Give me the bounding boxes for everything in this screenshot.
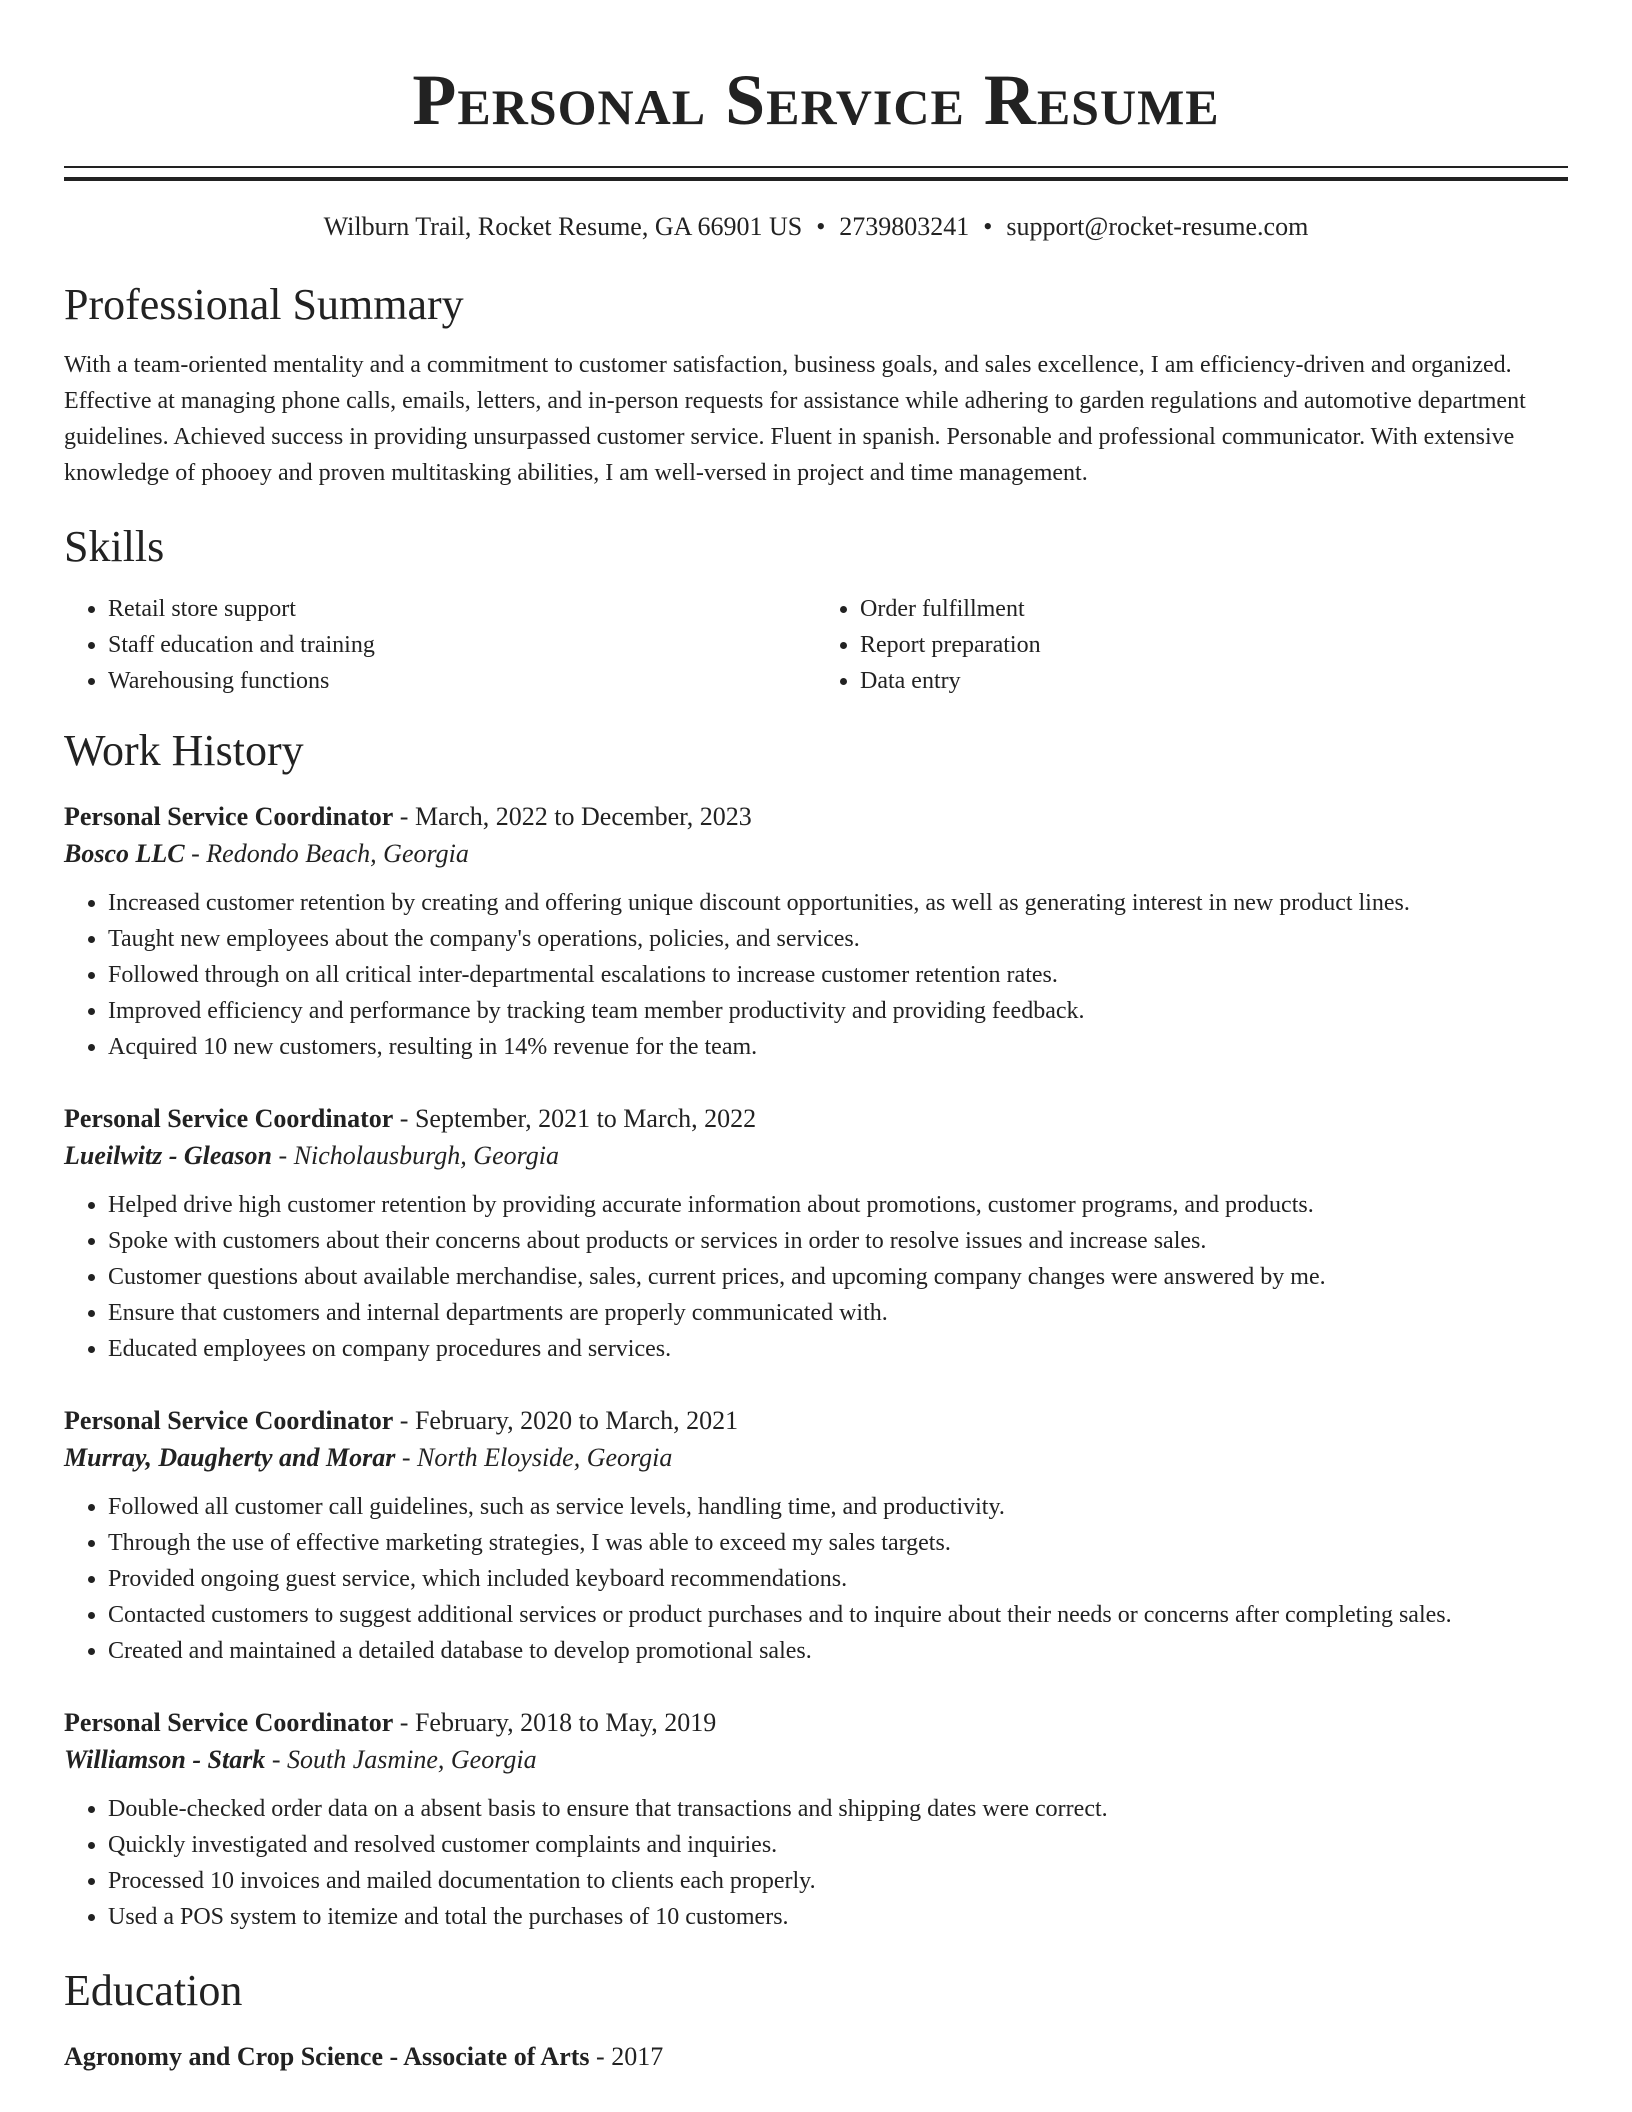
job-bullet: • Increased customer retention by creating and offering unique discount opportunities, as well as generating interest in new product lines. xyxy=(108,885,1568,921)
job-bullet: • Quickly investigated and resolved customer complaints and inquiries. xyxy=(108,1827,1568,1863)
skill-item: • Data entry xyxy=(860,663,1568,699)
job-bullets xyxy=(64,885,1568,1065)
contact-separator: • xyxy=(983,212,993,241)
job-dates: February, 2020 to March, 2021 xyxy=(414,1406,739,1435)
job-entry xyxy=(64,1101,1568,1367)
title-double-rule xyxy=(64,166,1568,181)
company-line: Murray, Daugherty and Morar - North Eloyside, Georgia xyxy=(64,1443,673,1472)
job-bullets xyxy=(64,1791,1568,1935)
skill-item: • Retail store support xyxy=(108,591,816,627)
company-line: Williamson - Stark - South Jasmine, Georgia xyxy=(64,1745,537,1774)
skills-list-left xyxy=(64,591,816,699)
contact-line xyxy=(64,211,1568,243)
job-bullet: • Double-checked order data on a absent basis to ensure that transactions and shipping dates were correct. xyxy=(108,1791,1568,1827)
job-bullet: • Used a POS system to itemize and total the purchases of 10 customers. xyxy=(108,1899,1568,1935)
summary-heading: Professional Summary xyxy=(64,280,464,329)
company-name: Murray, Daugherty and Morar xyxy=(64,1443,396,1472)
job-title-line: Personal Service Coordinator - February, 2018 to May, 2019 xyxy=(64,1708,717,1737)
job-bullet: • Followed through on all critical inter-departmental escalations to increase customer retention rates. xyxy=(108,957,1568,993)
company-line: Bosco LLC - Redondo Beach, Georgia xyxy=(64,839,469,868)
job-bullet: • Processed 10 invoices and mailed documentation to clients each properly. xyxy=(108,1863,1568,1899)
job-title-line: Personal Service Coordinator - February, 2020 to March, 2021 xyxy=(64,1406,739,1435)
company-location: North Eloyside, Georgia xyxy=(417,1443,673,1472)
job-dates: March, 2022 to December, 2023 xyxy=(414,802,752,831)
skill-item: • Report preparation xyxy=(860,627,1568,663)
work-history-heading: Work History xyxy=(64,726,304,775)
company-location: Nicholausburgh, Georgia xyxy=(293,1141,559,1170)
contact-phone: 2739803241 xyxy=(839,212,970,241)
company-name: Lueilwitz - Gleason xyxy=(64,1141,273,1170)
job-bullet: • Provided ongoing guest service, which included keyboard recommendations. xyxy=(108,1561,1568,1597)
company-location: Redondo Beach, Georgia xyxy=(206,839,469,868)
skills-heading: Skills xyxy=(64,522,165,571)
job-title-line: Personal Service Coordinator - September, 2021 to March, 2022 xyxy=(64,1104,757,1133)
job-entry xyxy=(64,1705,1568,1935)
job-title-line: Personal Service Coordinator - March, 2022 to December, 2023 xyxy=(64,802,752,831)
job-bullet: • Improved efficiency and performance by tracking team member productivity and providing feedback. xyxy=(108,993,1568,1029)
job-title: Personal Service Coordinator xyxy=(64,1406,394,1435)
job-dates: September, 2021 to March, 2022 xyxy=(414,1104,757,1133)
job-bullet: • Taught new employees about the company's operations, policies, and services. xyxy=(108,921,1568,957)
education-entry: Agronomy and Crop Science - Associate of Arts - 2017 xyxy=(64,2042,664,2071)
skill-item: • Order fulfillment xyxy=(860,591,1568,627)
job-bullet: • Customer questions about available merchandise, sales, current prices, and upcoming company changes were answered by me. xyxy=(108,1259,1568,1295)
job-bullet: • Educated employees on company procedures and services. xyxy=(108,1331,1568,1367)
company-line: Lueilwitz - Gleason - Nicholausburgh, Georgia xyxy=(64,1141,559,1170)
contact-email: support@rocket-resume.com xyxy=(1006,212,1309,241)
company-location: South Jasmine, Georgia xyxy=(286,1745,537,1774)
contact-address: Wilburn Trail, Rocket Resume, GA 66901 US xyxy=(323,212,803,241)
company-name: Bosco LLC xyxy=(64,839,185,868)
education-degree: Agronomy and Crop Science - Associate of Arts xyxy=(64,2042,590,2071)
job-bullet: • Followed all customer call guidelines, such as service levels, handling time, and productivity. xyxy=(108,1489,1568,1525)
resume-title: Personal Service Resume xyxy=(412,60,1220,140)
job-bullet: • Created and maintained a detailed database to develop promotional sales. xyxy=(108,1633,1568,1669)
skill-item: • Warehousing functions xyxy=(108,663,816,699)
skill-item: • Staff education and training xyxy=(108,627,816,663)
contact-separator: • xyxy=(816,212,826,241)
job-bullets xyxy=(64,1187,1568,1367)
job-entry xyxy=(64,799,1568,1065)
job-bullet: • Contacted customers to suggest additional services or product purchases and to inquire about their needs or concerns after completing sales. xyxy=(108,1597,1568,1633)
job-title: Personal Service Coordinator xyxy=(64,802,394,831)
education-heading: Education xyxy=(64,1966,243,2015)
skills-columns xyxy=(64,591,1568,699)
summary-text: With a team-oriented mentality and a commitment to customer satisfaction, business goals, and sales excellence, I am efficiency-driven and organized. Effective at managing phone calls, emails, letters, and in-person requests for assistance while adhering to garden regulations and automotive department guidelines. Achieved success in providing unsurpassed customer service. Fluent in spanish. Personable and professional communicator. With extensive knowledge of phooey and proven multitasking abilities, I am well-versed in project and time management. xyxy=(64,352,1526,486)
education-year: 2017 xyxy=(611,2042,664,2071)
company-name: Williamson - Stark xyxy=(64,1745,266,1774)
job-bullet: • Acquired 10 new customers, resulting in 14% revenue for the team. xyxy=(108,1029,1568,1065)
job-title: Personal Service Coordinator xyxy=(64,1708,394,1737)
job-dates: February, 2018 to May, 2019 xyxy=(414,1708,717,1737)
job-bullets xyxy=(64,1489,1568,1669)
job-bullet: • Through the use of effective marketing strategies, I was able to exceed my sales targets. xyxy=(108,1525,1568,1561)
job-title: Personal Service Coordinator xyxy=(64,1104,394,1133)
job-bullet: • Ensure that customers and internal departments are properly communicated with. xyxy=(108,1295,1568,1331)
job-entry xyxy=(64,1403,1568,1669)
job-bullet: • Helped drive high customer retention by providing accurate information about promotions, customer programs, and products. xyxy=(108,1187,1568,1223)
job-bullet: • Spoke with customers about their concerns about products or services in order to resolve issues and increase sales. xyxy=(108,1223,1568,1259)
skills-list-right xyxy=(816,591,1568,699)
